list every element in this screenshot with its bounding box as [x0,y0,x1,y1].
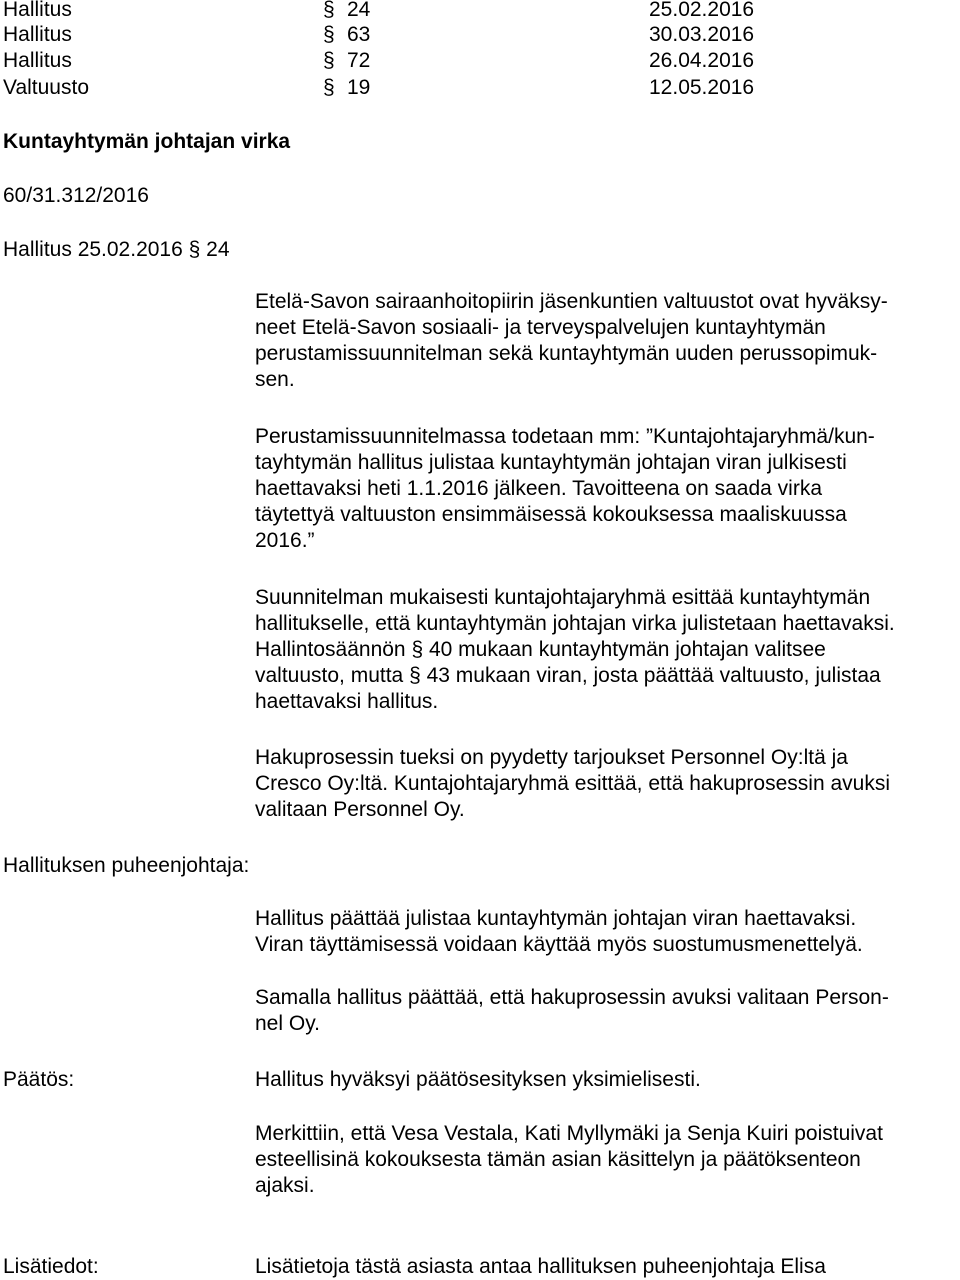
history-date: 12.05.2016 [649,76,755,99]
paragraph-line: valtuusto, mutta § 43 mukaan viran, josta päättää valtuusto, julistaa [255,664,881,687]
paragraph-line: neet Etelä-Savon sosiaali- ja terveyspalvelujen kuntayhtymän [255,316,826,339]
history-section: § [323,49,335,72]
meeting-body: Hallitus 25.02.2016 [3,238,183,261]
paragraph [255,289,888,393]
paragraph-line: Etelä-Savon sairaanhoitopiirin jäsenkuntien valtuustot ovat hyväksy- [255,290,888,313]
paragraph-line: Suunnitelman mukaisesti kuntajohtajaryhmä esittää kuntayhtymän [255,586,871,609]
paragraph-line: haettavaksi hallitus. [255,690,439,713]
history-number: 19 [347,76,371,99]
paragraph-line: esteellisinä kokouksesta tämän asian käsittelyn ja päätöksenteon [255,1148,861,1171]
decision-label: Päätös: [3,1068,75,1091]
meeting-number: 24 [206,238,230,261]
paragraph-line: Viran täyttämisessä voidaan käyttää myös suostumusmenettelyä. [255,933,863,956]
decision-paragraph [255,1121,883,1199]
paragraph-line: Cresco Oy:ltä. Kuntajohtajaryhmä esittää, että hakuprosessin avuksi [255,772,890,795]
paragraph-line: Hallitus päättää julistaa kuntayhtymän johtajan viran haettavaksi. [255,907,857,930]
paragraph-line: Samalla hallitus päättää, että hakuprosessin avuksi valitaan Person- [255,986,889,1009]
history-date: 26.04.2016 [649,49,755,72]
reference-number: 60/31.312/2016 [3,184,149,207]
paragraph-line: perustamissuunnitelman sekä kuntayhtymän uuden perussopimuk- [255,342,878,365]
paragraph-line: tayhtymän hallitus julistaa kuntayhtymän johtajan viran julkisesti [255,451,847,474]
history-body: Hallitus [3,23,72,46]
paragraph-line: Hallintosäännön § 40 mukaan kuntayhtymän johtajan valitsee [255,638,826,661]
page-title: Kuntayhtymän johtajan virka [3,130,291,153]
paragraph [255,424,875,554]
paragraph-line: nel Oy. [255,1012,320,1035]
paragraph-line: 2016.” [255,529,315,552]
history-section: § [323,76,335,99]
info-text: Lisätietoja tästä asiasta antaa hallituksen puheenjohtaja Elisa [255,1255,826,1278]
history-section: § [323,23,335,46]
paragraph-line: Merkittiin, että Vesa Vestala, Kati Myllymäki ja Senja Kuiri poistuivat [255,1122,883,1145]
paragraph-line: Hallitus hyväksyi päätösesityksen yksimielisesti. [255,1068,701,1091]
history-body: Hallitus [3,49,72,72]
paragraph-line: täytettyä valtuuston ensimmäisessä kokouksessa maaliskuussa [255,503,847,526]
paragraph [255,585,895,715]
paragraph-line: hallitukselle, että kuntayhtymän johtajan virka julistetaan haettavaksi. [255,612,895,635]
history-date: 25.02.2016 [649,0,755,21]
info-label: Lisätiedot: [3,1255,99,1278]
paragraph-line: Hakuprosessin tueksi on pyydetty tarjoukset Personnel Oy:ltä ja [255,746,848,769]
paragraph [255,745,890,823]
history-section: § [323,0,335,21]
history-number: 63 [347,23,371,46]
history-number: 24 [347,0,371,21]
meeting-section: § [188,238,201,261]
proposal-paragraph [255,985,889,1037]
proposal-paragraph [255,906,863,958]
history-number: 72 [347,49,371,72]
decision-paragraph [255,1067,701,1093]
paragraph-line: valitaan Personnel Oy. [255,798,465,821]
chair-label: Hallituksen puheenjohtaja: [3,854,250,877]
history-body: Hallitus [3,0,72,21]
paragraph-line: haettavaksi heti 1.1.2016 jälkeen. Tavoitteena on saada virka [255,477,822,500]
paragraph-line: Perustamissuunnitelmassa todetaan mm: ”Kuntajohtajaryhmä/kun- [255,425,875,448]
history-body: Valtuusto [3,76,89,99]
history-date: 30.03.2016 [649,23,755,46]
meeting-line [3,237,230,263]
paragraph-line: ajaksi. [255,1174,315,1197]
paragraph-line: sen. [255,368,295,391]
